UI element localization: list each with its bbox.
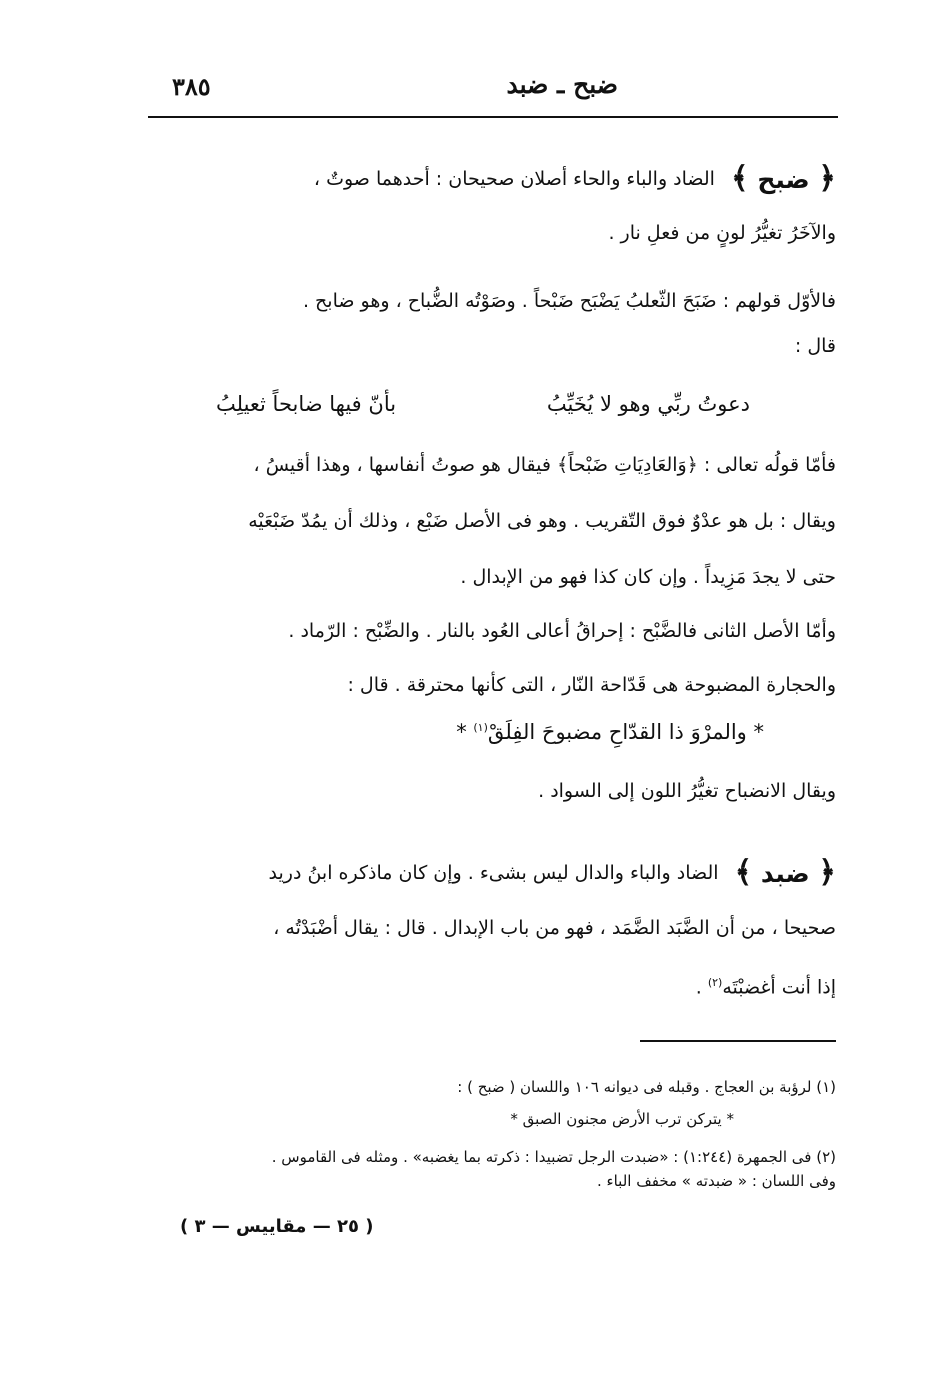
entry-dabaha bbox=[150, 152, 836, 260]
headword: ﴿ ضبد ﴾ bbox=[734, 855, 836, 890]
entry-line: صحيحا ، من أن الضَّبَد الضَّمَد ، فهو من باب الإبدال . قال : يقال أضْبَدْتُه ، bbox=[273, 917, 836, 939]
paragraph bbox=[150, 438, 836, 606]
page-header bbox=[148, 66, 838, 112]
footnote-2: (٢) فى الجمهرة (١:٢٤٤) : «ضبدت الرجل تضبيدا : ذكرته بما يغضبه» . ومثله فى القاموس . bbox=[271, 1148, 836, 1166]
footnote-verse: * يتركن ترب الأرض مجنون الصبق * bbox=[510, 1110, 734, 1128]
paragraph bbox=[150, 604, 836, 712]
text-line: فأمّا قولُه تعالى : ﴿وَالعَادِيَاتِ ضَبْحاً﴾ فيقال هو صوتُ أنفاسها ، وهذا أقيسُ ، bbox=[253, 454, 836, 476]
text-line: ويقال الانضباح تغيُّرُ اللون إلى السواد . bbox=[538, 780, 836, 802]
entry-line: إذا أنت أغضبْتَه$^{(٢)}$ . bbox=[695, 976, 836, 999]
entry-line: ﴿ ضبح ﴾ الضاد والباء والحاء أصلان صحيحان : أحدهما صوتٌ ، bbox=[150, 152, 836, 206]
entry-line: والآخَرُ تغيُّرُ لونٍ من فعلِ نار . bbox=[608, 222, 836, 244]
header-rule bbox=[148, 116, 838, 118]
page-number: ٣٨٥ bbox=[172, 72, 211, 101]
text-line: حتى لا يجدَ مَزِيداً . وإن كان كذا فهو من الإبدال . bbox=[460, 566, 836, 588]
paragraph bbox=[150, 764, 836, 818]
entry-line: ﴿ ضبد ﴾ الضاد والباء والدال ليس بشىء . وإن كان ماذكره ابنُ دريد bbox=[150, 846, 836, 900]
paragraph bbox=[150, 276, 836, 366]
half-verse: * والمرْوَ ذا القدّاحِ مضبوحَ الفِلَقْ$^{(١)}$ * bbox=[456, 720, 764, 744]
entry-dabada bbox=[150, 846, 836, 1010]
headword: ﴿ ضبح ﴾ bbox=[731, 161, 836, 196]
verse bbox=[150, 392, 750, 432]
verse-first-half: دعوتُ ربِّي وهو لا يُخَيِّبُ bbox=[546, 392, 750, 416]
text-line: ويقال : بل هو عدْوٌ فوق التّقريب . وهو فى الأصل ضَبْع ، وذلك أن يمُدّ ضَبْعَيْه bbox=[248, 510, 836, 532]
page-title: ضبح ـ ضبد bbox=[506, 70, 618, 99]
footnote-2-cont: وفى اللسان : « ضبدته » مخفف الباء . bbox=[597, 1172, 836, 1190]
printer-signature: ( ٢٥ — مقاييس — ٣ ) bbox=[180, 1216, 374, 1237]
footnote-1: (١) لرؤبة بن العجاج . وقبله فى ديوانه ١٠٦ واللسان ( ضبح ) : bbox=[457, 1078, 836, 1096]
verse-second-half: بأنّ فيها ضابحاً ثعيلِبُ bbox=[216, 392, 397, 416]
text-line: والحجارة المضبوحة هى قَدّاحة النّار ، التى كأنها محترقة . قال : bbox=[347, 674, 836, 696]
text-line: وأمّا الأصل الثانى فالضَّبْح : إحراقُ أعالى العُود بالنار . والضِّبْح : الرّماد . bbox=[288, 620, 836, 642]
footnote-rule bbox=[640, 1040, 836, 1042]
text-line: قال : bbox=[794, 335, 836, 357]
text-line: فالأوّل قولهم : ضَبَحَ الثّعلبُ يَضْبَح ضَبْحاً . وصَوْتُه الضُّباح ، وهو ضابح . bbox=[302, 290, 836, 312]
